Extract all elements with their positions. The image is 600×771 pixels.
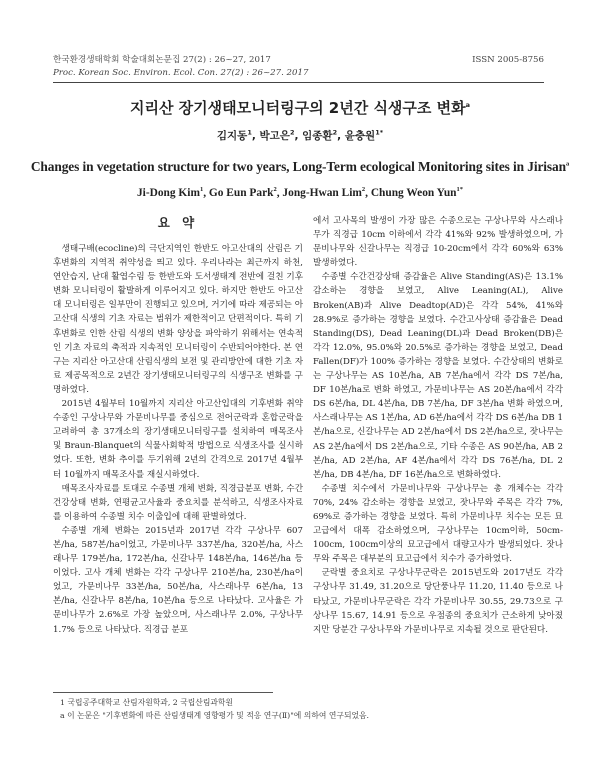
author-en: Ji-Dong Kim xyxy=(136,187,200,199)
author-en: Chung Weon Yun xyxy=(370,187,457,199)
left-column xyxy=(53,242,303,637)
paragraph: 생태구배(ecocline)의 극단지역인 한반도 아고산대의 산림은 기후변화의 지역적 취약성을 띄고 있다. 우리나라는 최근까지 하천, 연안습지, 난대 활엽수림 등 한반도와 도서생태계 전반에 걸친 기후변화 모니터링이 활발하게 이루어지고 있다. 하지만 한반도 아고산대 모니터링은 일부만이 진행되고 있으며, 거기에 따라 제공되는 아고산대 식생의 기초 자료는 범위가 제한적이고 단편적이다. 특히 기후변화로 인한 산림 식생의 변화 양상을 파악하기 위해서는 연속적인 기초 자료의 축적과 지속적인 모니터링이 수반되어야한다. 본 연구는 지리산 아고산대 산림식생의 보전 및 관리방안에 대한 기초 자료 제공목적으로 2년간 장기생태모니터링구의 식생구조 변화를 구명하였다. xyxy=(53,244,303,395)
author-en: Go Eun Park xyxy=(208,187,274,199)
journal-header-korean: 한국환경생태학회 학술대회논문집 27(2) : 26~27, 2017 xyxy=(53,55,271,65)
paragraph: 수종별 개체 변화는 2015년과 2017년 각각 구상나무 607본/ha, 587본/ha이었고, 가문비나무 337본/ha, 320본/ha, 사스래나무 179본/ha, 172본/ha, 신갈나무 148본/ha, 146본/ha 등 이었다. 고사 개체 변화는 각각 구상나무 210본/ha, 230본/ha이었고, 가문비나무 33본/ha, 50본/ha, 사스래나무 6본/ha, 13본/ha, 신갈나무 8본/ha, 10본/ha 등으로 나타났다. 고사율은 가문비나무가 2.6%로 가장 높았으며, 사스래나무 2.0%, 구상나무 1.7% 등으로 나타났다. 직경급 분포 xyxy=(53,525,303,635)
paragraph: 에서 고사목의 발생이 가장 많은 수종으로는 구상나무와 사스래나무가 직경급 10cm 이하에서 각각 41%와 92% 발생하였으며, 가문비나무와 신갈나무는 직경급 10-20cm에서 각각 60%와 63% 발생하였다. xyxy=(313,216,563,269)
author-kr: 임종환 xyxy=(302,130,333,142)
paragraph: 매목조사자료를 토대로 수종별 개체 변화, 직경급분포 변화, 수간건강상태 변화, 연평균고사율과 중요치를 분석하고, 식생조사자료를 이용하여 수종별 치수 이출입에 대해 판별하였다. xyxy=(53,483,303,522)
paragraph: 수종별 수간건강상태 증감율은 Alive Standing(AS)은 13.1% 감소하는 경향을 보였고, Alive Leaning(AL), Alive Broken(AB)과 Alive Deadtop(AD)은 각각 54%, 41%와 28.9%로 증가하는 경향을 보였다. 수간고사상태 증감율은 Dead Standing(DS), Dead Leaning(DL)과 Dead Broken(DB)은 각각 12.0%, 95.0%와 20.5%로 증가하는 경향을 보였고, Dead Fallen(DF)가 100% 증가하는 경향을 보였다. 수간상태의 변화로는 구상나무는 AS 10본/ha, AB 7본/ha에서 각각 DS 7본/ha, DF 10본/ha로 변화 하였고, 가문비나무는 AS 20본/ha에서 각각 DS 6본/ha, DL 4본/ha, DB 7본/ha, DF 3본/ha 변화 하였으며, 사스래나무는 AS 1본/ha, AD 6본/ha에서 각각 DS 6본/ha DB 1본/ha으로, 신갈나무는 AD 2본/ha에서 DS 2본/ha으로, 잣나무는 AS 2본/ha에서 DS 2본/ha으로, 기타 수종은 AS 90본/ha, AB 2본/ha, AD 2본/ha, AF 4본/ha에서 각각 DS 76본/ha, DL 2본/ha, DB 4본/ha, DF 16본/ha으로 변화하였다. xyxy=(313,272,563,480)
title-korean: 지리산 장기생태모니터링구의 2년간 식생구조 변화$^a$ xyxy=(129,99,470,117)
journal-header-english: Proc. Korean Soc. Environ. Ecol. Con. 27(2) : 26~27. 2017 xyxy=(53,68,309,78)
author-en: Jong-Hwan Lim xyxy=(282,187,362,199)
issn: ISSN 2005-8756 xyxy=(472,55,544,65)
author-kr: 박고은 xyxy=(259,130,290,142)
author-kr: 윤충원 xyxy=(344,130,376,142)
paragraph: 2015년 4월부터 10월까지 지리산 아고산입대의 기후변화 취약수종인 구상나무와 가문비나무를 중심으로 전어군락과 혼합군락을 고려하여 총 37개소의 장기생태모니터링구를 설치하여 매목조사 및 Braun-Blanquet의 식물사회학적 방법으로 식생조사를 실시하였다. 또한, 변화 추이를 두기위해 2년의 간격으로 2017년 4월부터 10월까지 매목조사를 재실시하였다. xyxy=(53,399,303,480)
authors-korean: 김지동$^1$, 박고은$^2$, 임종환$^2$, 윤충원$^{1*}$ xyxy=(216,128,384,142)
footnote-funding: a 이 논문은 "기후변화에 따른 산림생태계 영향평가 및 적응 연구(Ⅱ)"에 의하여 연구되었음. xyxy=(60,711,370,720)
footnote-affiliation: 1 국립공주대학교 산림자원학과, 2 국립산림과학원 xyxy=(60,698,233,707)
paragraph: 군락별 중요치로 구상나무군락은 2015년도와 2017년도 각각 구상나무 31.49, 31.20으로 당단풍나무 11.20, 11.40 등으로 나타났고, 가문비나무군락은 각각 가문비나무 30.55, 29.73으로 구상나무 15.67, 14.91 등으로 우점종의 중요치가 근소하게 낮아졌지만 당분간 구상나무와 가문비나무로 지속될 것으로 판단된다. xyxy=(313,568,563,635)
right-column xyxy=(313,214,563,637)
authors-english: Ji-Dong Kim$^1$, Go Eun Park$^2$, Jong-Hwan Lim$^2$, Chung Weon Yun$^{1*}$ xyxy=(136,186,464,199)
paragraph: 수종별 치수에서 가문비나무와 구상나무는 총 개체수는 각각 70%, 24% 감소하는 경향을 보였고, 잣나무와 주목은 각각 7%, 69%로 증가하는 경향을 보였다. 특히 가문비나무 치수는 모든 묘고급에서 대폭 감소하였으며, 구상나무는 10cm이하, 50cm-100cm, 100cm이상의 묘고급에서 대량고사가 발생되었다. 잣나무와 주목은 대부분의 묘고급에서 치수가 증가하였다. xyxy=(313,483,563,565)
header-rule xyxy=(53,82,544,83)
footnote-rule xyxy=(53,692,273,693)
title-english: Changes in vegetation structure for two years, Long-Term ecological Monitoring sites in Jirisan$^a$ xyxy=(30,159,570,174)
author-kr: 김지동 xyxy=(216,130,248,142)
abstract-heading: 요 약 xyxy=(157,215,199,230)
